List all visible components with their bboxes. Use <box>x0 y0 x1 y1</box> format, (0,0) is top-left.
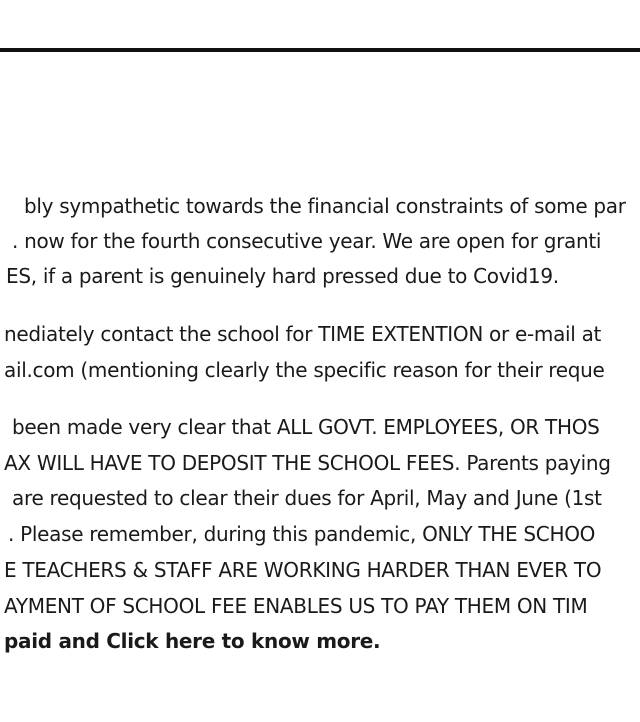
notice-line: E TEACHERS & STAFF ARE WORKING HARDER THAN EVER TO <box>4 558 602 582</box>
notice-line: AYMENT OF SCHOOL FEE ENABLES US TO PAY THEM ON TIM <box>4 594 588 618</box>
notice-line: . Please remember, during this pandemic, ONLY THE SCHOO <box>8 522 596 546</box>
notice-line: bly sympathetic towards the financial constraints of some par <box>24 194 626 218</box>
notice-line: nediately contact the school for TIME EXTENTION or e-mail at <box>4 322 602 346</box>
notice-line: ES, if a parent is genuinely hard pressed due to Covid19. <box>6 264 559 288</box>
know-more-link[interactable]: paid and Click here to know more. <box>4 629 381 653</box>
notice-line: ail.com (mentioning clearly the specific reason for their reque <box>4 358 605 382</box>
notice-line: . now for the fourth consecutive year. We are open for granti <box>12 229 602 253</box>
notice-line: are requested to clear their dues for April, May and June (1st <box>12 486 602 510</box>
notice-line: AX WILL HAVE TO DEPOSIT THE SCHOOL FEES. Parents paying <box>4 451 611 475</box>
notice-line: been made very clear that ALL GOVT. EMPLOYEES, OR THOS <box>12 415 600 439</box>
